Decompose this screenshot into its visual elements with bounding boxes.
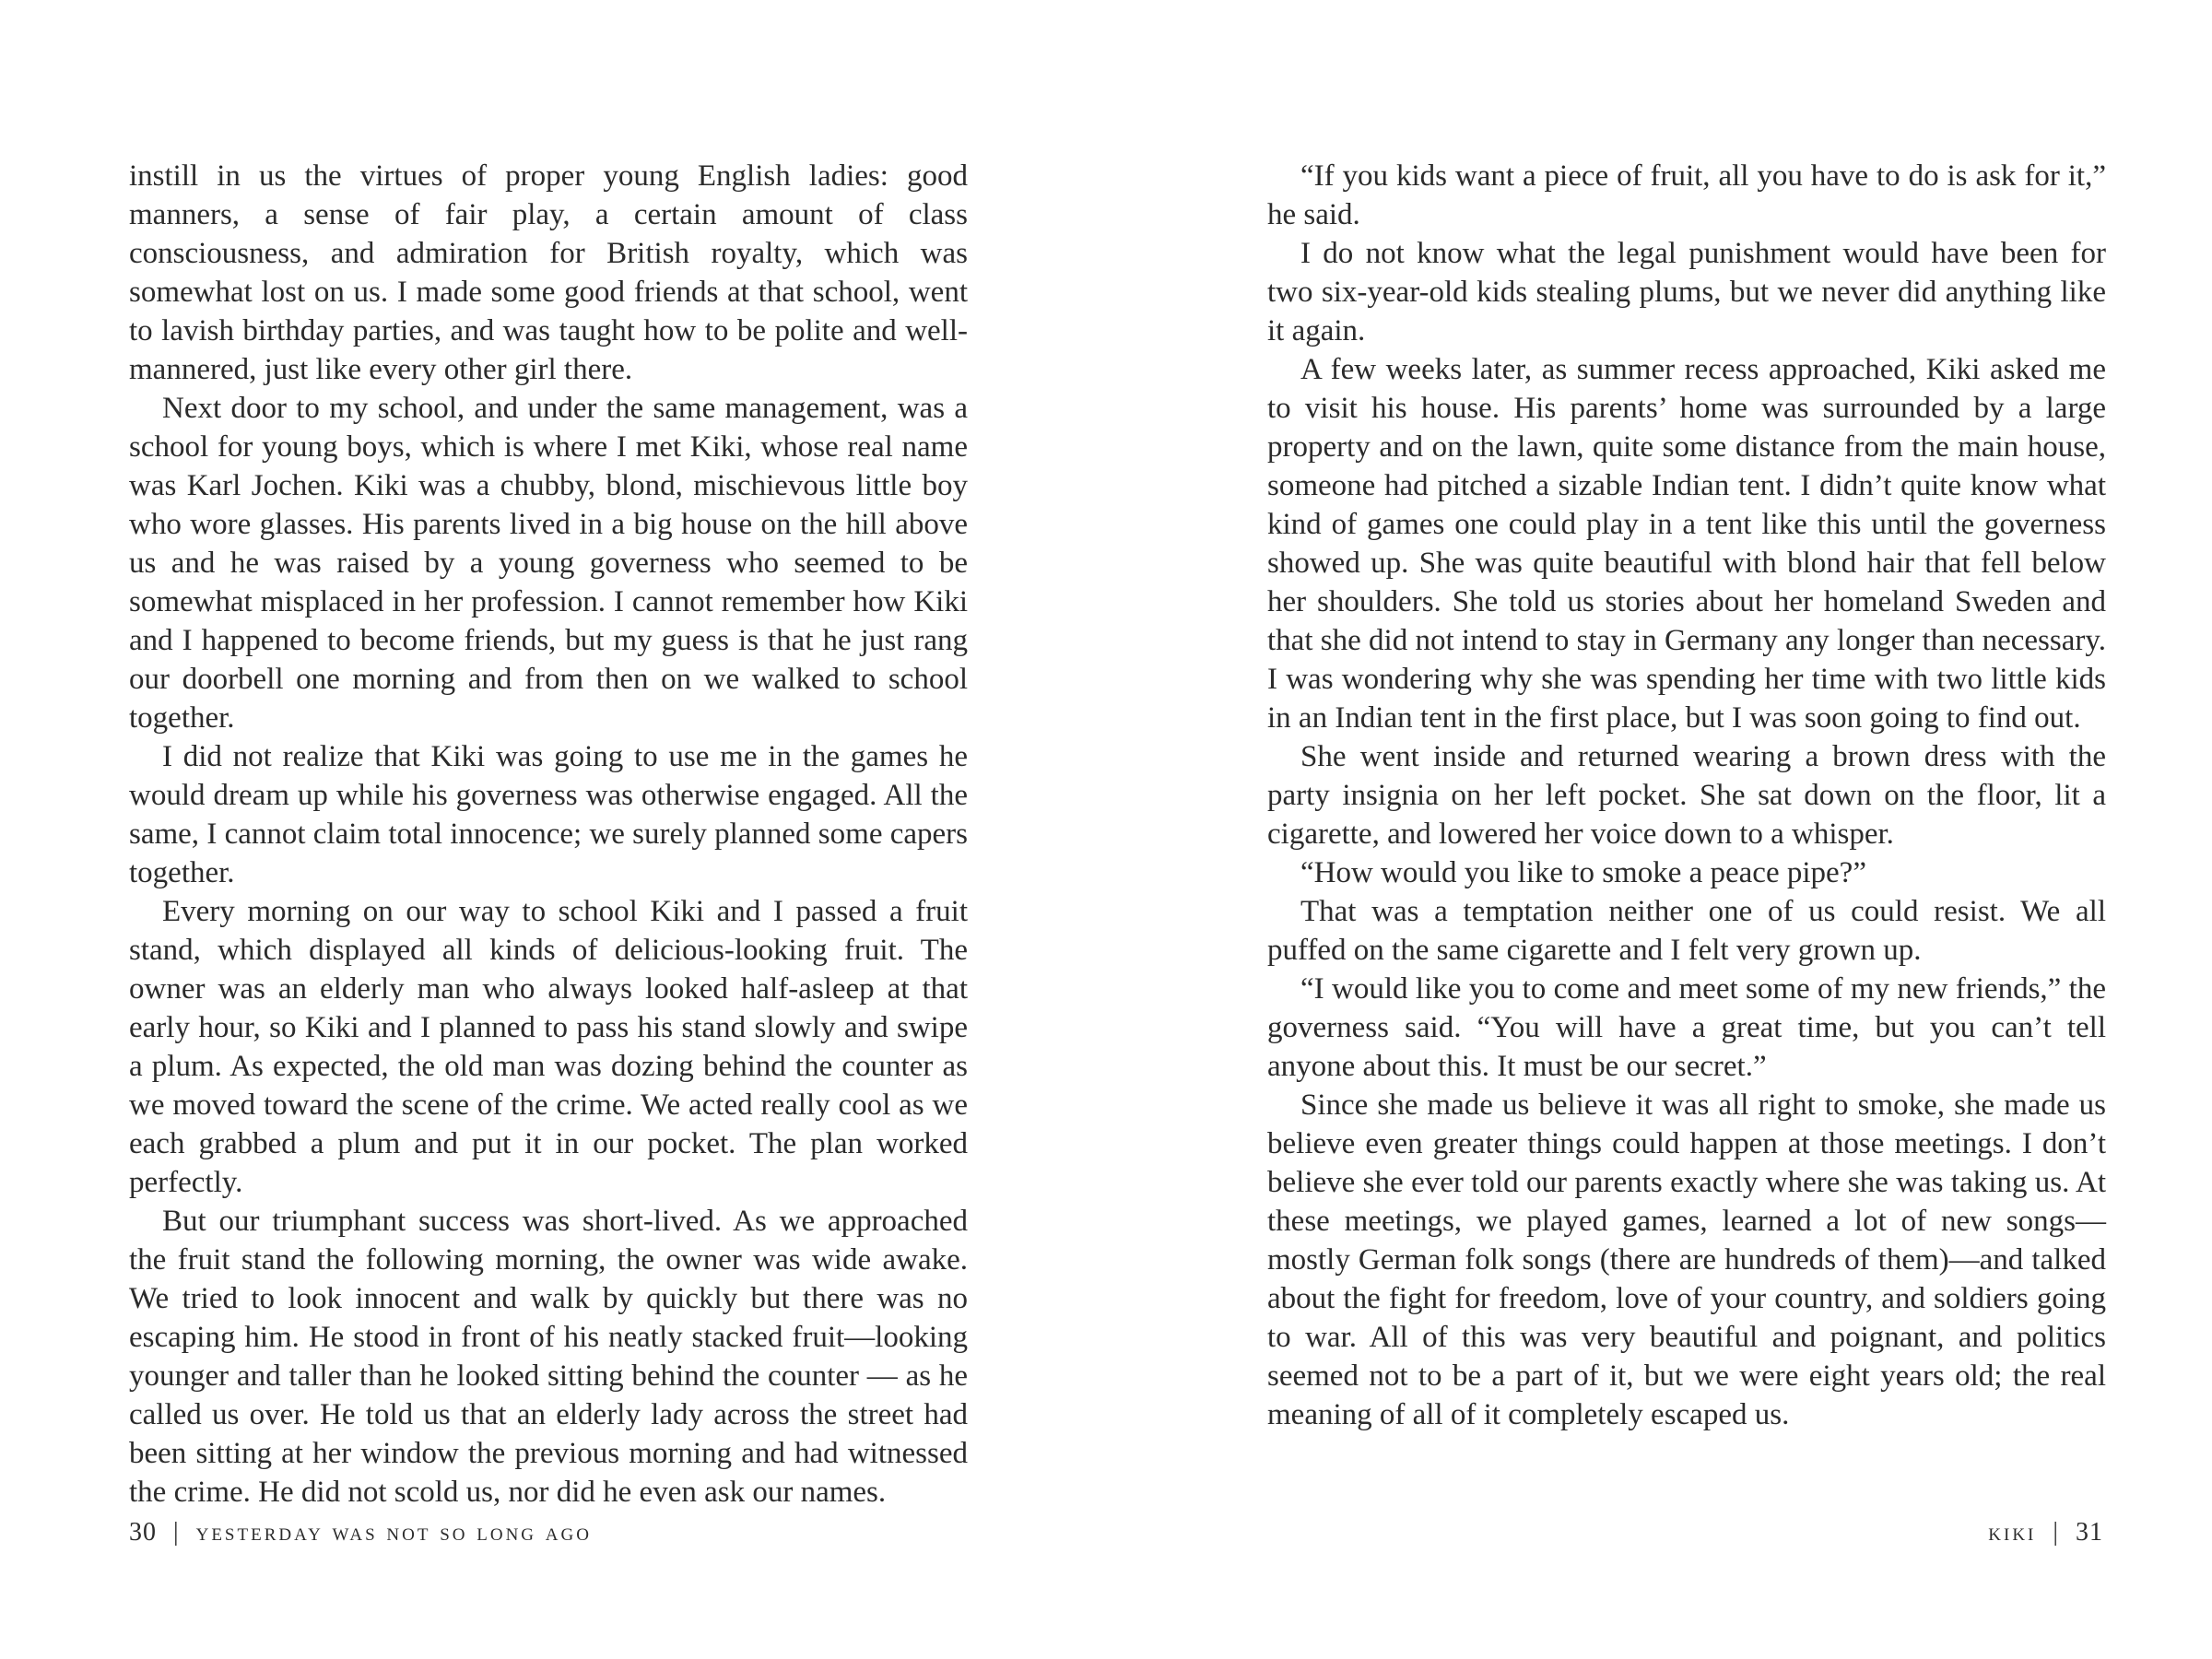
- paragraph: I do not know what the legal punishment would have been for two six-year-old kids stealing plums, but we never did anything like it again.: [1267, 237, 2106, 347]
- paragraph: A few weeks later, as summer recess approached, Kiki asked me to visit his house. His parents’ home was surrounded by a large property and on the lawn, quite some distance from the main house, someone had pitched a sizable Indian tent. I didn’t quite know what kind of games one could play in a tent like this until the governess showed up. She was quite beautiful with blond hair that fell below her shoulders. She told us stories about her homeland Sweden and that she did not intend to stay in Germany any longer than necessary. I was wondering why she was spending her time with two little kids in an Indian tent in the first place, but I was soon going to find out.: [1267, 353, 2106, 735]
- left-page-footer: [129, 1516, 592, 1548]
- paragraph: She went inside and returned wearing a brown dress with the party insignia on her left pocket. She sat down on the floor, lit a cigarette, and lowered her voice down to a whisper.: [1267, 740, 2106, 851]
- running-head-book-title: yesterday was not so long ago: [195, 1518, 592, 1546]
- left-page-body: [129, 157, 968, 1512]
- paragraph: But our triumphant success was short-lived. As we approached the fruit stand the following morning, the owner was wide awake. We tried to look innocent and walk by quickly but there was no escaping him. He stood in front of his neatly stacked fruit—looking younger and taller than he looked sitting behind the counter — as he called us over. He told us that an elderly lady across the street had been sitting at her window the previous morning and had witnessed the crime. He did not scold us, nor did he even ask our names.: [129, 1205, 968, 1509]
- footer-separator: |: [2053, 1518, 2059, 1547]
- paragraph: instill in us the virtues of proper young English ladies: good manners, a sense of fair play, a certain amount of class consciousness, and admiration for British royalty, which was somewhat lost on us. I made some good friends at that school, went to lavish birthday parties, and was taught how to be polite and well-mannered, just like every other girl there.: [129, 159, 968, 386]
- paragraph: I did not realize that Kiki was going to use me in the games he would dream up while his governess was otherwise engaged. All the same, I cannot claim total innocence; we surely planned some capers together.: [129, 740, 968, 889]
- footer-separator: |: [173, 1518, 180, 1547]
- page-number: 31: [2076, 1518, 2103, 1547]
- paragraph: “I would like you to come and meet some of my new friends,” the governess said. “You will have a great time, but you can’t tell anyone about this. It must be our secret.”: [1267, 972, 2106, 1083]
- paragraph: “If you kids want a piece of fruit, all you have to do is ask for it,” he said.: [1267, 159, 2106, 231]
- right-page-body: [1267, 157, 2106, 1434]
- paragraph: Since she made us believe it was all right to smoke, she made us believe even greater things could happen at those meetings. I don’t believe she ever told our parents exactly where she was taking us. At these meetings, we played games, learned a lot of new songs—mostly German folk songs (there are hundreds of them)—and talked about the fight for freedom, love of your country, and soldiers going to war. All of this was very beautiful and poignant, and politics seemed not to be a part of it, but we were eight years old; the real meaning of all of it completely escaped us.: [1267, 1088, 2106, 1431]
- page-number: 30: [129, 1518, 157, 1547]
- paragraph: “How would you like to smoke a peace pipe?”: [1300, 856, 1866, 889]
- paragraph: Next door to my school, and under the same management, was a school for young boys, which is where I met Kiki, whose real name was Karl Jochen. Kiki was a chubby, blond, mischievous little boy who wore glasses. His parents lived in a big house on the hill above us and he was raised by a young governess who seemed to be somewhat misplaced in her profession. I cannot remember how Kiki and I happened to become friends, but my guess is that he just rang our doorbell one morning and from then on we walked to school together.: [129, 392, 968, 735]
- right-page: [1106, 0, 2212, 1659]
- right-page-footer: [1988, 1516, 2103, 1548]
- paragraph: Every morning on our way to school Kiki and I passed a fruit stand, which displayed all kinds of delicious-looking fruit. The owner was an elderly man who always looked half-asleep at that early hour, so Kiki and I planned to pass his stand slowly and swipe a plum. As expected, the old man was dozing behind the counter as we moved toward the scene of the crime. We acted really cool as we each grabbed a plum and put it in our pocket. The plan worked perfectly.: [129, 895, 968, 1199]
- running-head-chapter-title: kiki: [1988, 1518, 2037, 1546]
- paragraph: That was a temptation neither one of us could resist. We all puffed on the same cigarette and I felt very grown up.: [1267, 895, 2106, 967]
